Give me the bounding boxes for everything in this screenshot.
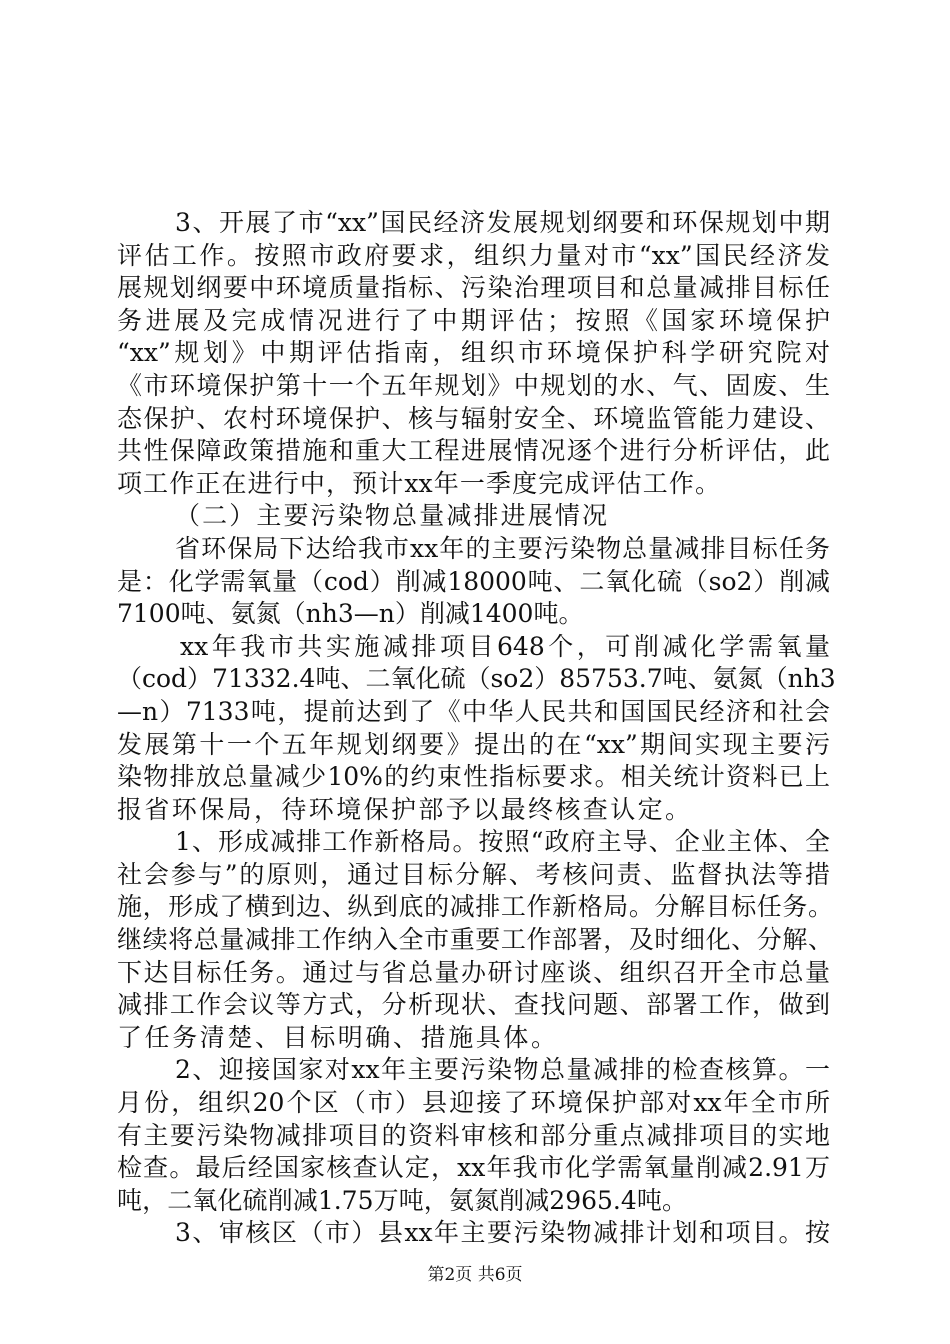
- text-line: 共性保障政策措施和重大工程进展情况逐个进行分析评估，此: [117, 436, 830, 466]
- text-line: 是：化学需氧量（cod）削减18000吨、二氧化硫（so2）削减: [117, 566, 830, 596]
- text-line: 了任务清楚、目标明确、措施具体。: [117, 1022, 556, 1052]
- text-line: 省环保局下达给我市xx年的主要污染物总量减排目标任务: [175, 533, 830, 563]
- text-line: 评估工作。按照市政府要求，组织力量对市“xx”国民经济发: [117, 240, 830, 270]
- text-line: 吨，二氧化硫削减1.75万吨，氨氮削减2965.4吨。: [117, 1185, 687, 1215]
- text-line: 3、开展了市“xx”国民经济发展规划纲要和环保规划中期: [175, 208, 830, 237]
- text-line: 3、审核区（市）县xx年主要污染物减排计划和项目。按: [175, 1218, 830, 1248]
- page-number-footer: 第2页 共6页: [427, 1265, 523, 1285]
- text-line: 月份，组织20个区（市）县迎接了环境保护部对xx年全市所: [117, 1088, 830, 1118]
- text-line: “xx”规划》中期评估指南，组织市环境保护科学研究院对: [117, 338, 830, 368]
- text-line: 务进展及完成情况进行了中期评估；按照《国家环境保护: [117, 305, 830, 335]
- text-line: 检查。最后经国家核查认定，xx年我市化学需氧量削减2.91万: [117, 1153, 830, 1183]
- text-line: 项工作正在进行中，预计xx年一季度完成评估工作。: [117, 468, 720, 498]
- text-line: 《市环境保护第十一个五年规划》中规划的水、气、固废、生: [117, 370, 830, 400]
- text-line: 有主要污染物减排项目的资料审核和部分重点减排项目的实地: [117, 1120, 830, 1150]
- text-line: 减排工作会议等方式，分析现状、查找问题、部署工作，做到: [117, 990, 830, 1020]
- text-line: 社会参与”的原则，通过目标分解、考核问责、监督执法等措: [117, 859, 830, 889]
- text-line: 2、迎接国家对xx年主要污染物总量减排的检查核算。一: [175, 1055, 830, 1085]
- text-line: 报省环保局，待环境保护部予以最终核查认定。: [117, 794, 690, 824]
- text-line: 下达目标任务。通过与省总量办研讨座谈、组织召开全市总量: [117, 957, 830, 987]
- text-line: 染物排放总量减少10%的约束性指标要求。相关统计资料已上: [117, 762, 830, 792]
- section-heading: （二）主要污染物总量减排进展情况: [175, 501, 607, 531]
- text-line: 展规划纲要中环境质量指标、污染治理项目和总量减排目标任: [117, 273, 830, 303]
- text-line: —n）7133吨，提前达到了《中华人民共和国国民经济和社会: [117, 696, 830, 726]
- text-line: xx年我市共实施减排项目648个，可削减化学需氧量: [180, 631, 830, 661]
- text-line: 继续将总量减排工作纳入全市重要工作部署，及时细化、分解、: [117, 925, 833, 955]
- text-line: 施，形成了横到边、纵到底的减排工作新格局。分解目标任务。: [117, 892, 833, 922]
- text-line: 1、形成减排工作新格局。按照“政府主导、企业主体、全: [175, 827, 830, 857]
- text-line: 7100吨、氨氮（nh3—n）削减1400吨。: [117, 599, 584, 629]
- text-line: （cod）71332.4吨、二氧化硫（so2）85753.7吨、氨氮（nh3: [117, 664, 836, 694]
- text-line: 发展第十一个五年规划纲要》提出的在“xx”期间实现主要污: [117, 729, 830, 759]
- text-line: 态保护、农村环境保护、核与辐射安全、环境监管能力建设、: [117, 403, 830, 433]
